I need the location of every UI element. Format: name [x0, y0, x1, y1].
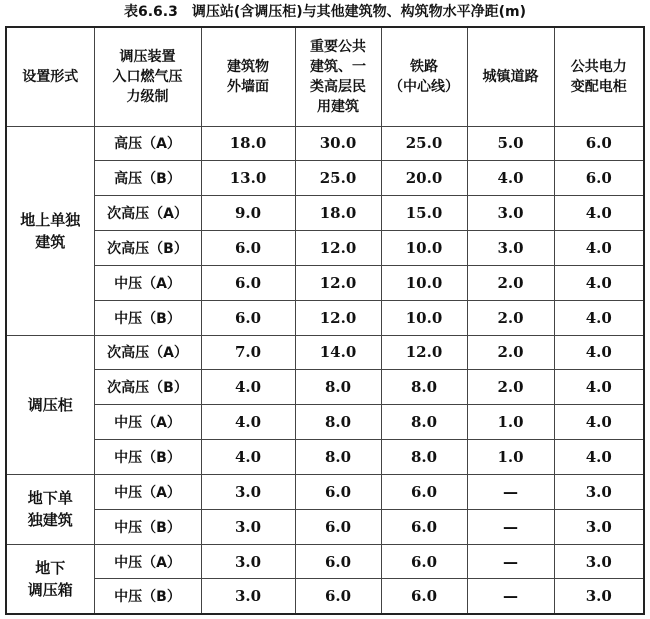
railway-distance-cell: 10.0	[381, 300, 467, 335]
railway-distance-cell: 10.0	[381, 265, 467, 300]
public-building-distance-cell: 12.0	[295, 300, 381, 335]
group-label: 地下单 独建筑	[6, 474, 94, 544]
power-cabinet-distance-cell: 4.0	[554, 300, 644, 335]
wall-distance-cell: 3.0	[201, 579, 295, 614]
wall-distance-cell: 6.0	[201, 300, 295, 335]
railway-distance-cell: 6.0	[381, 579, 467, 614]
wall-distance-cell: 6.0	[201, 265, 295, 300]
header-railway: 铁路 （中心线）	[381, 27, 467, 126]
railway-distance-cell: 8.0	[381, 370, 467, 405]
public-building-distance-cell: 6.0	[295, 579, 381, 614]
public-building-distance-cell: 14.0	[295, 335, 381, 370]
railway-distance-cell: 20.0	[381, 161, 467, 196]
wall-distance-cell: 4.0	[201, 370, 295, 405]
public-building-distance-cell: 12.0	[295, 231, 381, 266]
road-distance-cell: 2.0	[467, 335, 554, 370]
pressure-cell: 中压（B）	[94, 579, 201, 614]
public-building-distance-cell: 8.0	[295, 370, 381, 405]
wall-distance-cell: 9.0	[201, 196, 295, 231]
road-distance-cell: 3.0	[467, 231, 554, 266]
road-distance-cell: —	[467, 544, 554, 579]
pressure-cell: 中压（A）	[94, 265, 201, 300]
table-row	[6, 474, 644, 509]
railway-distance-cell: 6.0	[381, 474, 467, 509]
railway-distance-cell: 10.0	[381, 231, 467, 266]
road-distance-cell: 2.0	[467, 265, 554, 300]
table-row	[6, 335, 644, 370]
pressure-cell: 次高压（A）	[94, 335, 201, 370]
table-row	[6, 579, 644, 614]
pressure-cell: 高压（A）	[94, 126, 201, 161]
railway-distance-cell: 25.0	[381, 126, 467, 161]
pressure-cell: 次高压（B）	[94, 231, 201, 266]
table-title: 表6.6.3 调压站(含调压柜)与其他建筑物、构筑物水平净距(m)	[123, 4, 527, 20]
table-row	[6, 370, 644, 405]
power-cabinet-distance-cell: 6.0	[554, 161, 644, 196]
wall-distance-cell: 7.0	[201, 335, 295, 370]
header-wall: 建筑物 外墙面	[201, 27, 295, 126]
table-row	[6, 405, 644, 440]
pressure-cell: 次高压（B）	[94, 370, 201, 405]
road-distance-cell: 2.0	[467, 300, 554, 335]
railway-distance-cell: 6.0	[381, 509, 467, 544]
road-distance-cell: 5.0	[467, 126, 554, 161]
road-distance-cell: —	[467, 509, 554, 544]
table-row	[6, 300, 644, 335]
pressure-cell: 次高压（A）	[94, 196, 201, 231]
power-cabinet-distance-cell: 3.0	[554, 474, 644, 509]
public-building-distance-cell: 8.0	[295, 440, 381, 475]
table-row	[6, 161, 644, 196]
group-label: 调压柜	[6, 335, 94, 474]
railway-distance-cell: 8.0	[381, 405, 467, 440]
header-road: 城镇道路	[467, 27, 554, 126]
railway-distance-cell: 15.0	[381, 196, 467, 231]
header-row	[6, 27, 644, 126]
group-label: 地下 调压箱	[6, 544, 94, 614]
public-building-distance-cell: 6.0	[295, 474, 381, 509]
table-row	[6, 231, 644, 266]
power-cabinet-distance-cell: 4.0	[554, 231, 644, 266]
table-row	[6, 265, 644, 300]
wall-distance-cell: 4.0	[201, 440, 295, 475]
table-row	[6, 126, 644, 161]
road-distance-cell: 2.0	[467, 370, 554, 405]
wall-distance-cell: 3.0	[201, 474, 295, 509]
railway-distance-cell: 8.0	[381, 440, 467, 475]
road-distance-cell: 1.0	[467, 440, 554, 475]
header-pressure: 调压装置 入口燃气压 力级制	[94, 27, 201, 126]
header-form: 设置形式	[6, 27, 94, 126]
road-distance-cell: —	[467, 579, 554, 614]
road-distance-cell: 4.0	[467, 161, 554, 196]
public-building-distance-cell: 12.0	[295, 265, 381, 300]
power-cabinet-distance-cell: 4.0	[554, 335, 644, 370]
header-public: 重要公共 建筑、一 类高层民 用建筑	[295, 27, 381, 126]
power-cabinet-distance-cell: 3.0	[554, 579, 644, 614]
wall-distance-cell: 18.0	[201, 126, 295, 161]
pressure-cell: 中压（B）	[94, 300, 201, 335]
wall-distance-cell: 3.0	[201, 509, 295, 544]
table-row	[6, 509, 644, 544]
header-power: 公共电力 变配电柜	[554, 27, 644, 126]
power-cabinet-distance-cell: 4.0	[554, 265, 644, 300]
spacing-table	[5, 26, 645, 615]
pressure-cell: 中压（B）	[94, 509, 201, 544]
road-distance-cell: —	[467, 474, 554, 509]
wall-distance-cell: 13.0	[201, 161, 295, 196]
road-distance-cell: 1.0	[467, 405, 554, 440]
public-building-distance-cell: 30.0	[295, 126, 381, 161]
table-row	[6, 196, 644, 231]
power-cabinet-distance-cell: 4.0	[554, 196, 644, 231]
public-building-distance-cell: 25.0	[295, 161, 381, 196]
public-building-distance-cell: 6.0	[295, 544, 381, 579]
table-row	[6, 544, 644, 579]
public-building-distance-cell: 8.0	[295, 405, 381, 440]
public-building-distance-cell: 6.0	[295, 509, 381, 544]
wall-distance-cell: 6.0	[201, 231, 295, 266]
wall-distance-cell: 3.0	[201, 544, 295, 579]
pressure-cell: 高压（B）	[94, 161, 201, 196]
pressure-cell: 中压（A）	[94, 405, 201, 440]
power-cabinet-distance-cell: 3.0	[554, 544, 644, 579]
power-cabinet-distance-cell: 4.0	[554, 370, 644, 405]
wall-distance-cell: 4.0	[201, 405, 295, 440]
pressure-cell: 中压（B）	[94, 440, 201, 475]
power-cabinet-distance-cell: 3.0	[554, 509, 644, 544]
table-row	[6, 440, 644, 475]
public-building-distance-cell: 18.0	[295, 196, 381, 231]
group-label: 地上单独 建筑	[6, 126, 94, 335]
railway-distance-cell: 12.0	[381, 335, 467, 370]
pressure-cell: 中压（A）	[94, 544, 201, 579]
pressure-cell: 中压（A）	[94, 474, 201, 509]
power-cabinet-distance-cell: 6.0	[554, 126, 644, 161]
power-cabinet-distance-cell: 4.0	[554, 440, 644, 475]
railway-distance-cell: 6.0	[381, 544, 467, 579]
power-cabinet-distance-cell: 4.0	[554, 405, 644, 440]
road-distance-cell: 3.0	[467, 196, 554, 231]
table-body	[6, 126, 644, 614]
